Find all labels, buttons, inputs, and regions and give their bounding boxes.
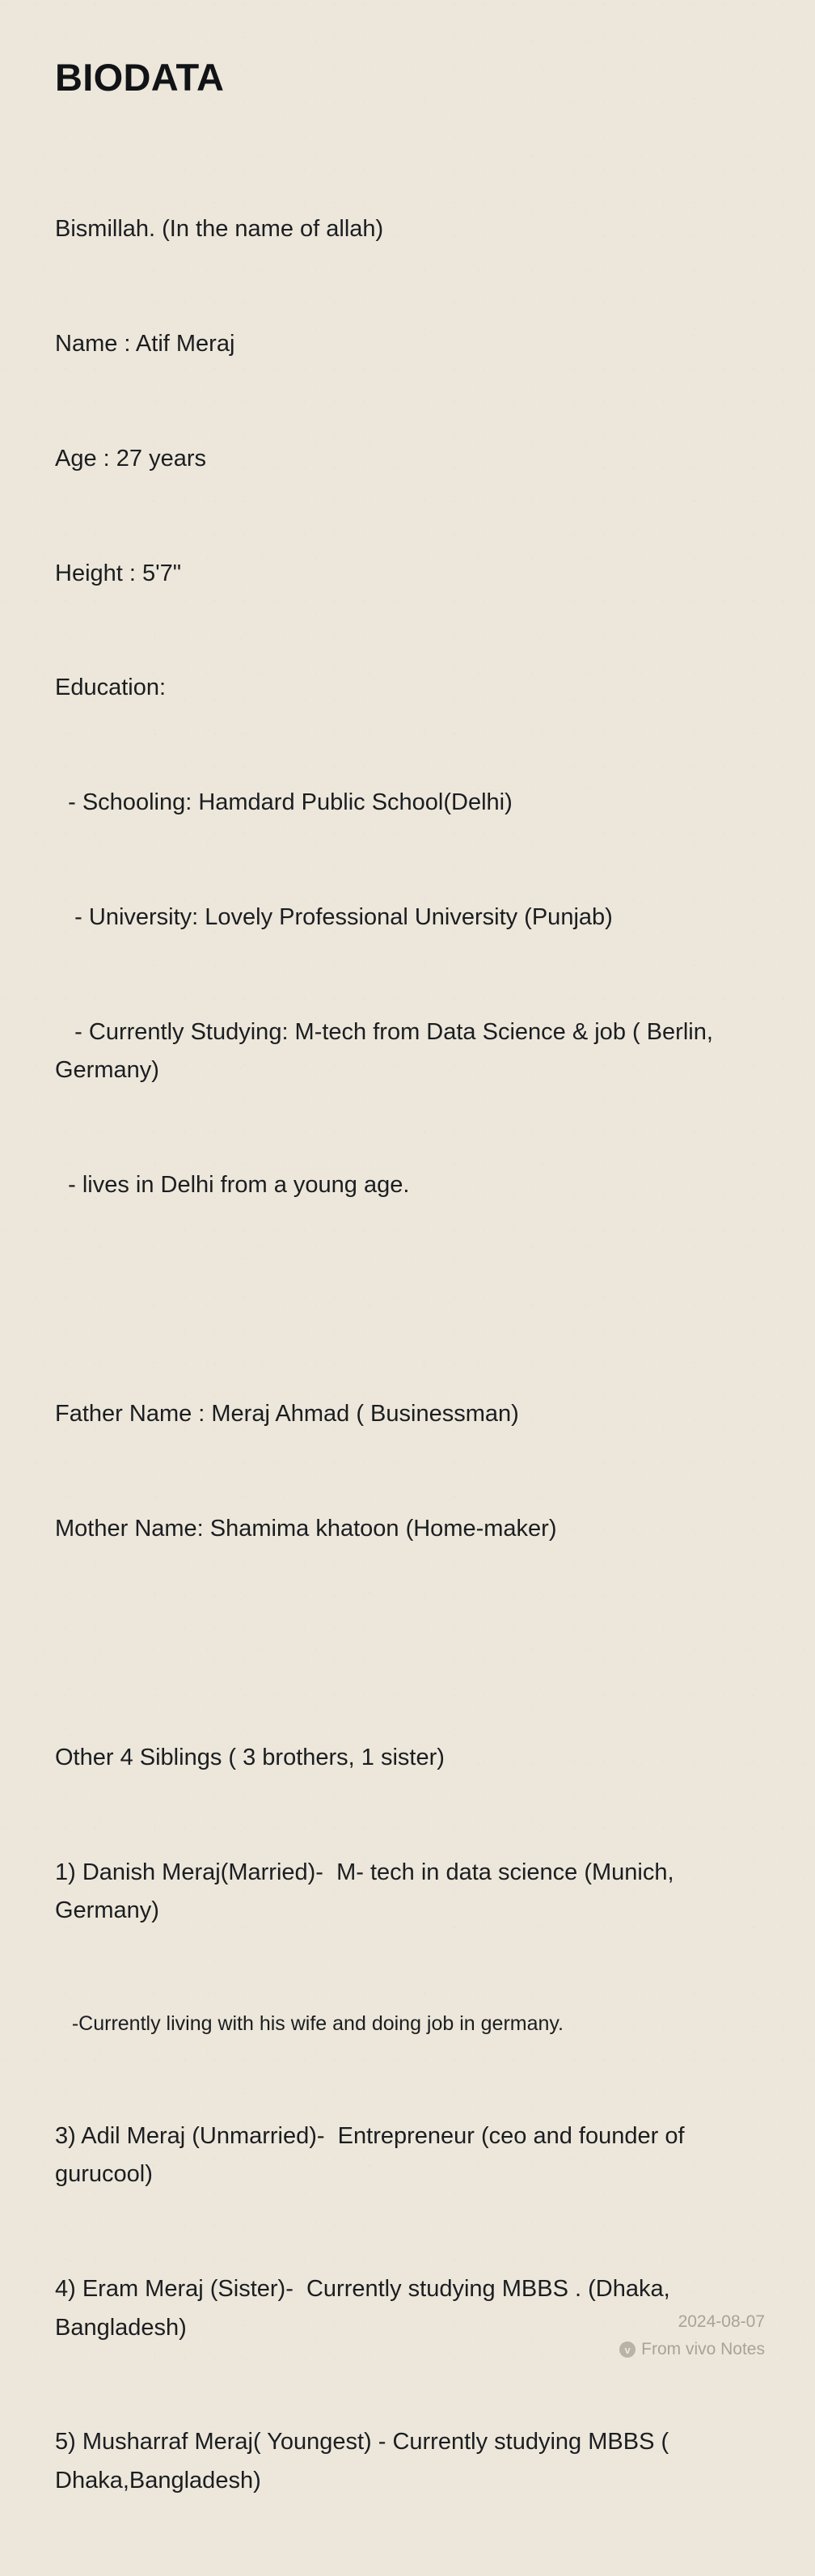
note-line: -Currently living with his wife and doing job in germany. [55,2012,564,2036]
note-line: 3) Adil Meraj (Unmarried)- Entrepreneur (ceo and founder of gurucool) [55,2123,691,2188]
note-line: Name : Atif Meraj [55,331,235,357]
note-line: 5) Musharraf Meraj( Youngest) - Currently studying MBBS ( Dhaka,Bangladesh) [55,2429,676,2494]
note-line: Bismillah. (In the name of allah) [55,216,384,243]
note-line: Father Name : Meraj Ahmad ( Businessman) [55,1401,519,1428]
note-line: - Currently Studying: M-tech from Data Science & job ( Berlin, Germany) [55,1018,720,1084]
note-line: Mother Name: Shamima khatoon (Home-maker) [55,1515,557,1542]
note-line: Height : 5'7" [55,560,182,586]
page-title: BIODATA [55,56,225,99]
note-line: - Schooling: Hamdard Public School(Delhi) [55,789,513,816]
vivo-badge-icon: v [619,2341,636,2358]
note-line: - University: Lovely Professional University (Punjab) [55,904,613,930]
note-blank-line [55,1625,766,1663]
note-brand [619,2336,765,2363]
note-line: Other 4 Siblings ( 3 brothers, 1 sister) [55,1745,445,1771]
note-date: 2024-08-07 [678,2312,765,2331]
note-line: 4) Eram Meraj (Sister)- Currently studying MBBS . (Dhaka, Bangladesh) [55,2276,677,2341]
note-line: Education: [55,675,167,701]
note-line: Age : 27 years [55,445,206,472]
note-footer [619,2309,765,2363]
note-body[interactable] [55,134,766,2576]
note-brand-label: From vivo Notes [641,2340,765,2359]
note-line: 1) Danish Meraj(Married)- M- tech in data science (Munich, Germany) [55,1859,681,1924]
note-line: - lives in Delhi from a young age. [55,1171,410,1198]
note-blank-line [55,1281,766,1319]
